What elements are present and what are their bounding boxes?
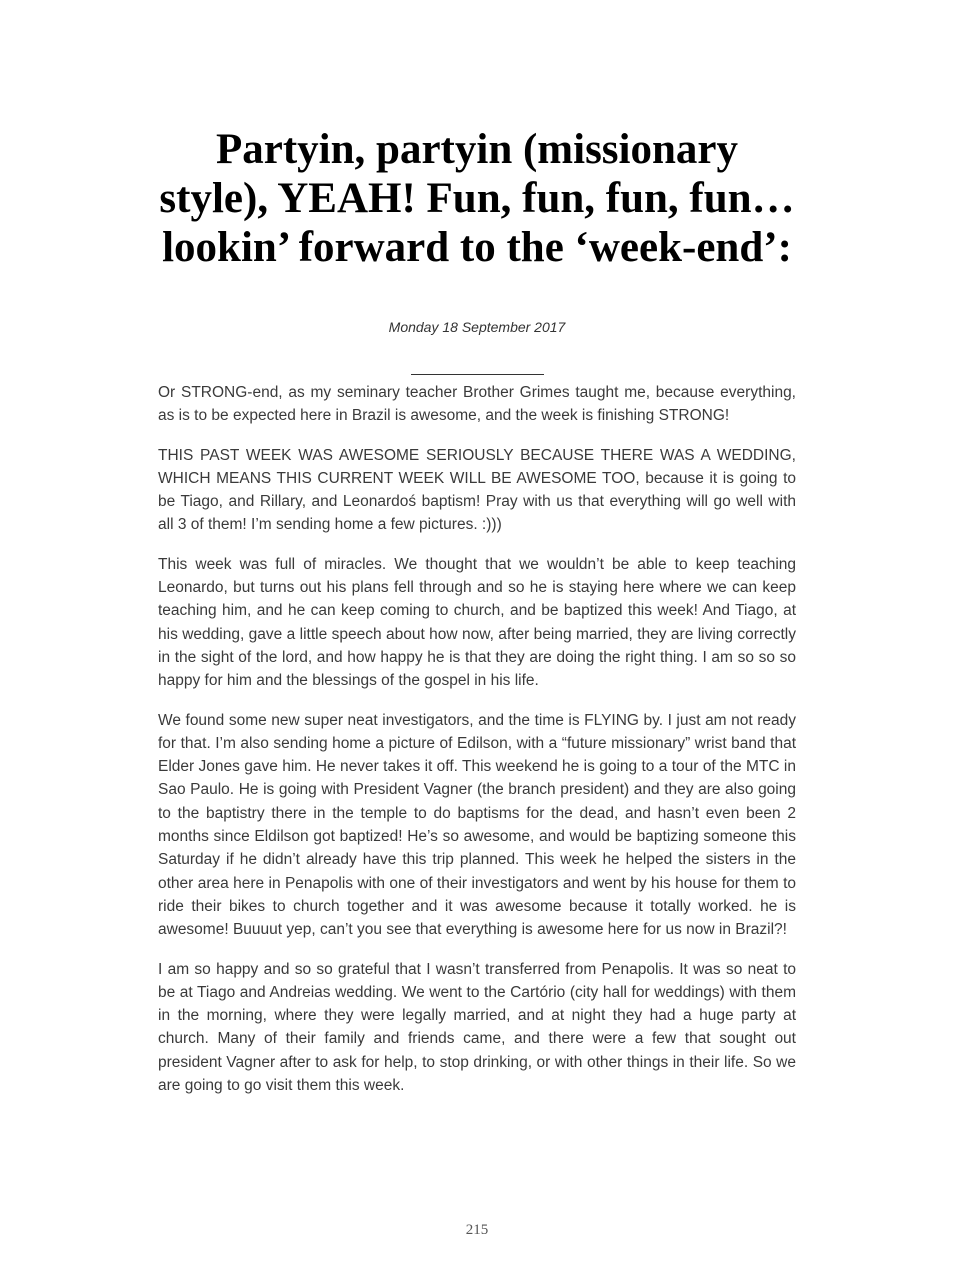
entry-body [158,381,796,1113]
paragraph: We found some new super neat investigators, and the time is FLYING by. I just am not ready for that. I’m also sending home a picture of Edilson, with a “future missionary” wrist band that Elder Jones gave him. He never takes it off. This weekend he is going to a tour of the MTC in Sao Paulo. He is going with President Vagner (the branch president) and they are also going to the baptistry there in the temple to do baptisms for the dead, and hasn’t even been 2 months since Eldilson got baptized! He’s so awesome, and would be baptizing someone this Saturday if he didn’t already have this trip planned. This week he helped the sisters in the other area here in Penapolis with one of their investigators and went by his house for them to ride their bikes to church together and it was awesome because it totally worked. he is awesome! Buuuut yep, can’t you see that everything is awesome here for us now in Brazil?! [158,711,796,939]
entry-date: Monday 18 September 2017 [388,319,566,335]
page-title: Partyin, partyin (missionary style), YEAH! Fun, fun, fun, fun… lookin’ forward to the ‘week-end’: [159,126,795,271]
paragraph: Or STRONG-end, as my seminary teacher Brother Grimes taught me, because everything, as is to be expected here in Brazil is awesome, and the week is finishing STRONG! [158,384,796,425]
title-divider [411,374,544,375]
page-number: 215 [465,1222,489,1238]
paragraph: I am so happy and so so grateful that I wasn’t transferred from Penapolis. It was so neat to be at Tiago and Andreias wedding. We went to the Cartório (city hall for weddings) with them in the morning, where they were legally married, and at night they had a huge party at church. Many of their family and friends came, and there were a few that sought out president Vagner after to ask for help, to stop drinking, or with other things in their life. So we are going to go visit them this week. [158,960,796,1095]
paragraph: THIS PAST WEEK WAS AWESOME SERIOUSLY BECAUSE THERE WAS A WEDDING, WHICH MEANS THIS CURRENT WEEK WILL BE AWESOME TOO, because it is going to be Tiago, and Rillary, and Leonardoś baptism! Pray with us that everything will go well with all 3 of them! I’m sending home a few pictures. :))) [158,446,796,534]
paragraph: This week was full of miracles. We thought that we wouldn’t be able to keep teaching Leonardo, but turns out his plans fell through and so he is staying here where we can keep teaching him, and he can keep coming to church, and be baptized this week! And Tiago, at his wedding, gave a little speech about how now, after being married, they are living correctly in the sight of the lord, and how happy he is that they are doing the right thing. I am so so so happy for him and the blessings of the gospel in his life. [158,555,796,690]
